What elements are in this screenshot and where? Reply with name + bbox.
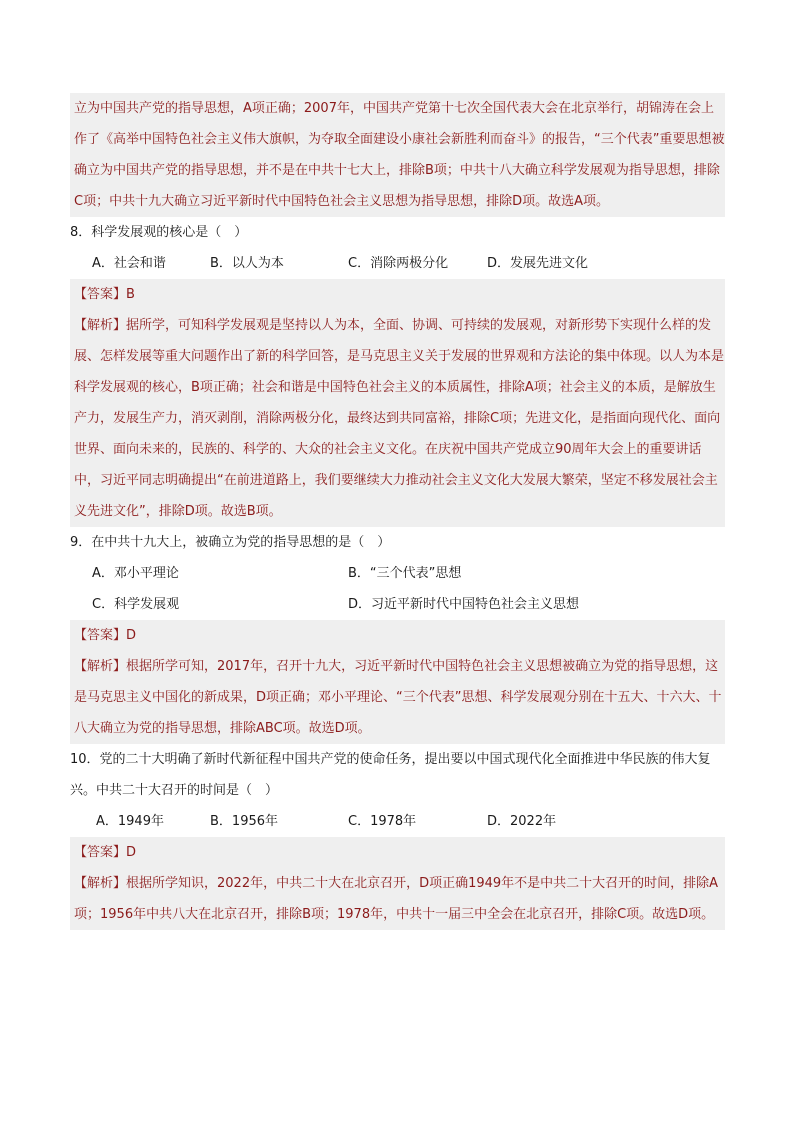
- option-a: A．社会和谐: [92, 256, 166, 271]
- option-d: D．习近平新时代中国特色社会主义思想: [348, 597, 580, 612]
- answer-label: 【答案】D: [74, 628, 137, 643]
- document-page: [70, 93, 725, 930]
- analysis-text: 【解析】据所学，可知科学发展观是坚持以人为本，全面、协调、可持续的发展观，对新形势下实现什么样的发展、怎样发展等重大问题作出了新的科学回答，是马克思主义关于发展的世界观和方法论的集中体现。以人为本是科学发展观的核心，B项正确；社会和谐是中国特色社会主义的本质属性，排除A项；社会主义的本质，是解放生产力，发展生产力，消灭剥削，消除两极分化，最终达到共同富裕，排除C项；先进文化，是指面向现代化、面向世界、面向未来的，民族的、科学的、大众的社会主义文化。在庆祝中国共产党成立90周年大会上的重要讲话中，习近平同志明确提出“在前进道路上，我们要继续大力推动社会主义文化大发展大繁荣，坚定不移发展社会主义先进文化”，排除D项。故选B项。: [74, 318, 725, 519]
- question-9-options-row-2: [70, 589, 725, 620]
- option-a: A．邓小平理论: [92, 566, 179, 581]
- option-d: D．2022年: [487, 814, 557, 829]
- option-c: C．消除两极分化: [348, 256, 449, 271]
- option-d: D．发展先进文化: [487, 256, 589, 271]
- option-b: B．以人为本: [210, 256, 284, 271]
- analysis-text: 立为中国共产党的指导思想，A项正确；2007年，中国共产党第十七次全国代表大会在北京举行，胡锦涛在会上作了《高举中国特色社会主义伟大旗帜，为夺取全面建设小康社会新胜利而奋斗》的报告，“三个代表”重要思想被确立为中国共产党的指导思想，并不是在中共十七大上，排除B项；中共十八大确立科学发展观为指导思想，排除C项；中共十九大确立习近平新时代中国特色社会主义思想为指导思想，排除D项。故选A项。: [74, 101, 725, 209]
- option-c: C．科学发展观: [92, 597, 180, 612]
- answer-block-q8: [70, 279, 725, 527]
- question-10-stem: 10．党的二十大明确了新时代新征程中国共产党的使命任务，提出要以中国式现代化全面推进中华民族的伟大复兴。中共二十大召开的时间是（ ）: [70, 752, 711, 798]
- question-9-stem: 9．在中共十九大上，被确立为党的指导思想的是（ ）: [70, 535, 391, 550]
- answer-block-q9: [70, 620, 725, 744]
- question-9-options-row-1: [70, 558, 725, 589]
- option-b: B．“三个代表”思想: [348, 566, 462, 581]
- analysis-block-q7-continued: [70, 93, 725, 217]
- answer-label: 【答案】D: [74, 845, 137, 860]
- question-8-stem: 8．科学发展观的核心是（ ）: [70, 225, 248, 240]
- option-c: C．1978年: [348, 814, 417, 829]
- option-b: B．1956年: [210, 814, 279, 829]
- answer-label: 【答案】B: [74, 287, 135, 302]
- analysis-text: 【解析】根据所学可知，2017年，召开十九大，习近平新时代中国特色社会主义思想被确立为党的指导思想，这是马克思主义中国化的新成果，D项正确；邓小平理论、“三个代表”思想、科学发展观分别在十五大、十六大、十八大确立为党的指导思想，排除ABC项。故选D项。: [74, 659, 722, 736]
- answer-block-q10: [70, 837, 725, 930]
- question-10-options: [70, 806, 725, 837]
- option-a: A．1949年: [96, 814, 164, 829]
- question-8-options: [70, 248, 725, 279]
- analysis-text: 【解析】根据所学知识，2022年，中共二十大在北京召开，D项正确1949年不是中共二十大召开的时间，排除A项；1956年中共八大在北京召开，排除B项；1978年，中共十一届三中全会在北京召开，排除C项。故选D项。: [74, 876, 719, 922]
